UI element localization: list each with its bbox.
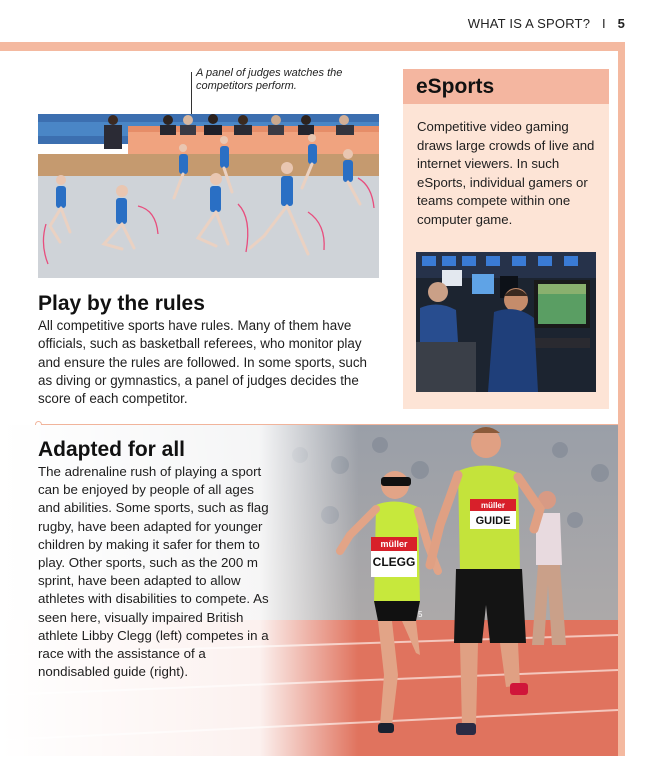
rules-paragraph: All competitive sports have rules. Many of them have officials, such as basketball referees, who monitor play and ensure the rules are followed. In some sports, such as diving or gymnastics, a panel of judges decides the score of each competitor. xyxy=(38,318,367,407)
right-rule xyxy=(618,42,625,756)
gymnastics-photo xyxy=(38,114,379,278)
rules-heading: Play by the rules xyxy=(38,292,205,315)
adapted-paragraph: The adrenaline rush of playing a sport can be enjoyed by people of all ages and abilities. Some sports, such as flag rugby, have been adapted for younger children by making it safer for them to play. Other sports, such as the 200 m sprint, have been adapted to allow athletes with disabilities to compete. As seen here, visually impaired British athlete Libby Clegg (left) competes in a race with the assistance of a nondisabled guide (right). xyxy=(38,464,269,680)
bib-right-name: GUIDE xyxy=(475,515,511,527)
page-header xyxy=(468,16,625,31)
adapted-heading: Adapted for all xyxy=(38,438,186,461)
caption-leader-line xyxy=(191,72,192,120)
photo-caption: A panel of judges watches the competitors perform. xyxy=(196,67,343,92)
top-rule xyxy=(0,42,625,51)
bib-right-brand: müller xyxy=(480,501,506,510)
header-separator: I xyxy=(601,16,606,31)
esports-photo xyxy=(416,252,596,392)
bib-left-name: CLEGG xyxy=(372,555,416,569)
bib-left-number: 5 xyxy=(418,610,423,619)
esports-heading: eSports xyxy=(416,75,495,98)
esports-paragraph: Competitive video gaming draws large crowds of live and internet viewers. In such eSports, individual gamers or teams compete within one computer game. xyxy=(417,119,595,227)
bib-left-brand: müller xyxy=(380,539,408,549)
header-title: WHAT IS A SPORT? xyxy=(467,16,591,31)
page-number: 5 xyxy=(617,16,625,31)
